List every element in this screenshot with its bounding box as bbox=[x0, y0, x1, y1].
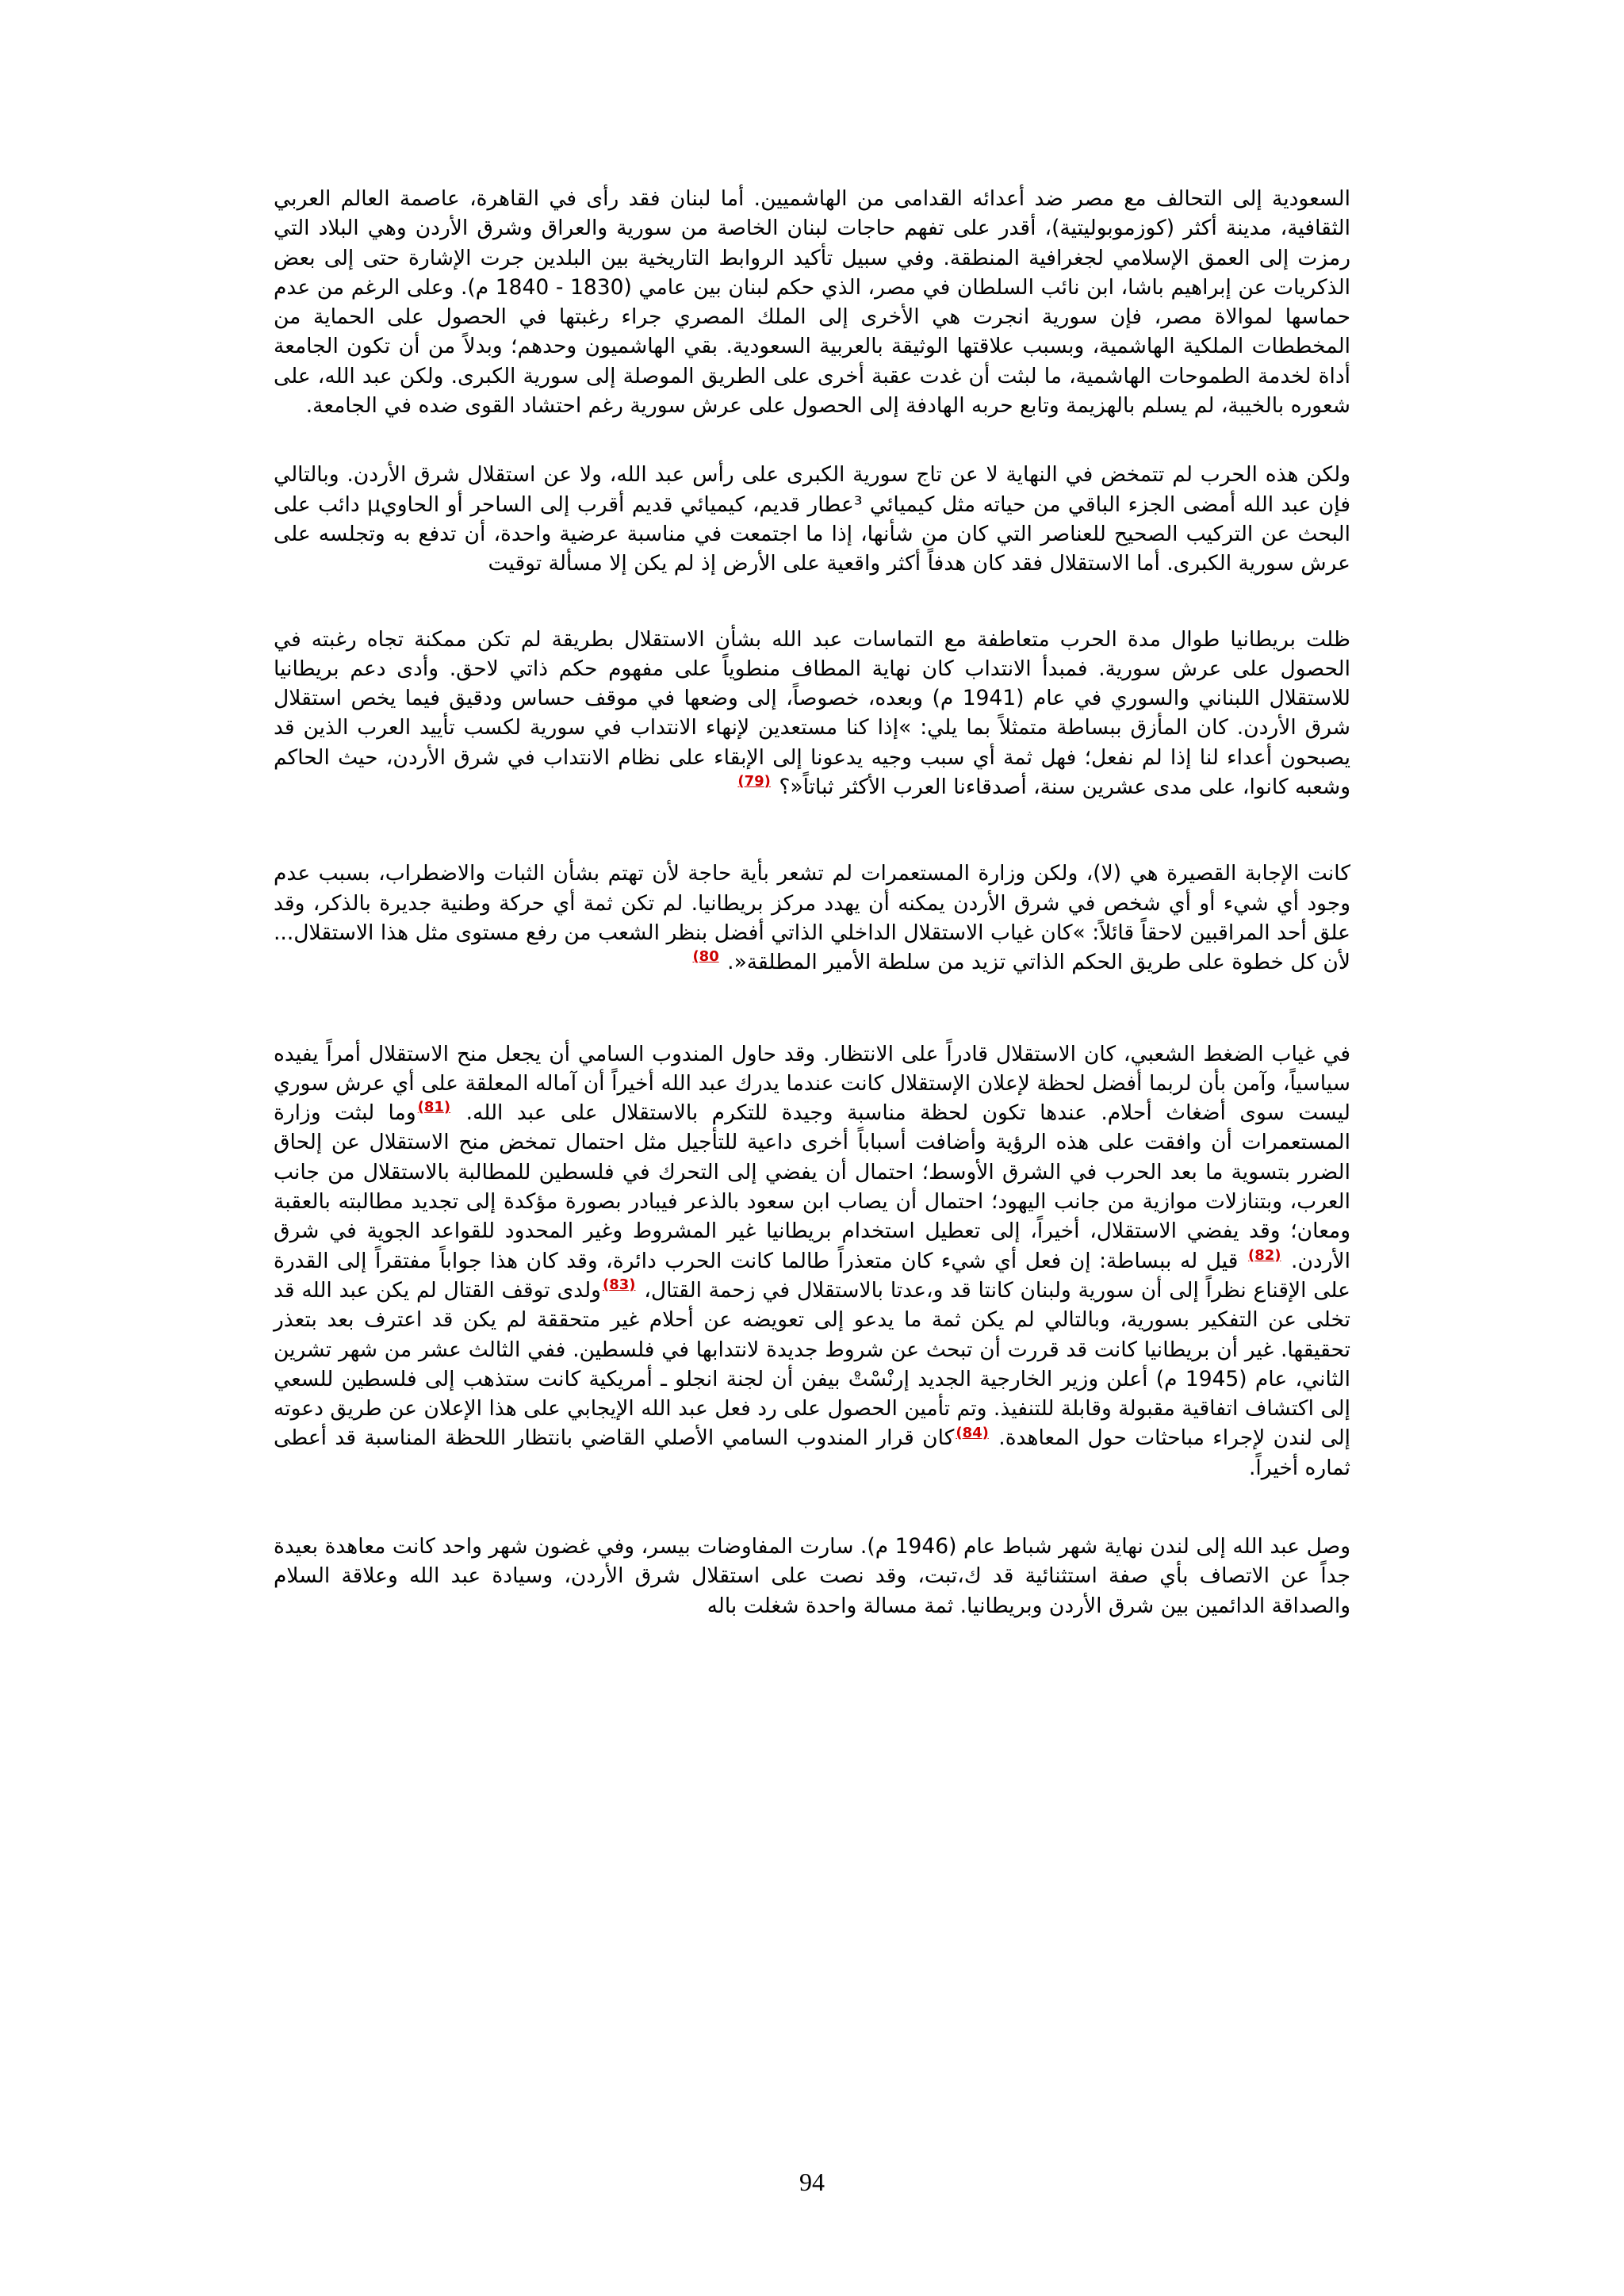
paragraph-text: وصل عبد الله إلى لندن نهاية شهر شباط عام (1946 م). سارت المفاوضات بيسر، وفي غضون شهر واحد كانت معاهدة بعيدة جداً عن الاتصاف بأي صفة استثنائية قد ك،تبت، وقد نصت على استقلال شرق الأردن، وسيادة عبد الله وعلاقة السلام والصداقة الدائمين بين شرق الأردن وبريطانيا. ثمة مسالة واحدة شغلت باله bbox=[274, 1533, 1350, 1618]
text-column bbox=[274, 184, 1350, 1621]
footnote-link[interactable]: (84) bbox=[956, 1424, 989, 1441]
paragraph-text: وما لبثت وزارة المستعمرات أن وافقت على هذه الرؤية وأضافت أسباباً أخرى داعية للتأجيل مثل احتمال تمخض منح الاستقلال عن إلحاق الضرر بتسوية ما بعد الحرب في الشرق الأوسط؛ احتمال أن يفضي إلى التحرك في فلسطين للمطالبة بالاستقلال من جانب العرب، وبتنازلات موازية من جانب اليهود؛ احتمال أن يصاب ابن سعود بالذعر فيبادر بصورة مؤكدة إلى تجديد مطالبته بالعقبة ومعان؛ وقد يفضي الاستقلال، أخيراً، إلى تعطيل استخدام بريطانيا غير المشروط وغير المحدود للقواعد الجوية في شرق الأردن. bbox=[274, 1100, 1350, 1273]
paragraph-text: كانت الإجابة القصيرة هي (لا)، ولكن وزارة المستعمرات لم تشعر بأية حاجة لأن تهتم بشأن الثبات والاضطراب، بسبب عدم وجود أي شيء أو أي شخص في شرق الأردن يمكنه أن يهدد مركز بريطانيا. لم تكن ثمة أي حركة وطنية جديرة بالذكر، وقد علق أحد المراقبين لاحقاً قائلاً: »كان غياب الاستقلال الداخلي الذاتي أفضل بنظر الشعب من رفع مستوى مثل هذا الاستقلال... لأن كل خطوة على طريق الحكم الذاتي تزيد من سلطة الأمير المطلقة«. bbox=[274, 861, 1350, 975]
paragraph bbox=[274, 1532, 1350, 1621]
footnote-link[interactable]: (83) bbox=[602, 1276, 636, 1294]
footnote-link[interactable]: (82) bbox=[1247, 1246, 1281, 1264]
paragraph bbox=[274, 859, 1350, 977]
paragraph-text: ولكن هذه الحرب لم تتمخض في النهاية لا عن تاج سورية الكبرى على رأس عبد الله، ولا عن استقلال شرق الأردن. وبالتالي فإن عبد الله أمضى الجزء الباقي من حياته مثل كيميائي ³عطار قديم، كيميائي قديم أقرب إلى الساحر أو الحاويµ دائب على البحث عن التركيب الصحيح للعناصر التي كان من شأنها، إذا ما اجتمعت في مناسبة عرضية واحدة، أن تدفع به وتجلسه على عرش سورية الكبرى. أما الاستقلال فقد كان هدفاً أكثر واقعية على الأرض إذ لم يكن إلا مسألة توقيت bbox=[274, 462, 1350, 576]
paragraph bbox=[274, 1039, 1350, 1483]
paragraph-text: كان قرار المندوب السامي الأصلي القاضي بانتظار اللحظة المناسبة قد أعطى ثماره أخيراً. bbox=[274, 1425, 1350, 1480]
paragraph-text: ظلت بريطانيا طوال مدة الحرب متعاطفة مع التماسات عبد الله بشأن الاستقلال بطريقة لم تكن ممكنة تجاه رغبته في الحصول على عرش سورية. فمبدأ الانتداب كان نهاية المطاف منطوياً على مفهوم حكم ذاتي لاحق. وأدى دعم بريطانيا للاستقلال اللبناني والسوري في عام (1941 م) وبعده، خصوصاً، إلى وضعها في موقف حساس ودقيق فيما يخص استقلال شرق الأردن. كان المأزق ببساطة متمثلاً بما يلي: »إذا كنا مستعدين لإنهاء الانتداب في سورية لكسب تأييد العرب الذين قد يصبحون أعداء لنا إذا لم نفعل؛ فهل ثمة أي سبب وجيه يدعونا إلى الإبقاء على نظام الانتداب في شرق الأردن، حيث الحاكم وشعبه كانوا، على مدى عشرين سنة، أصدقاءنا العرب الأكثر ثباتاً«؟ bbox=[274, 626, 1350, 800]
page-number: 94 bbox=[799, 2168, 825, 2196]
paragraph-text: السعودية إلى التحالف مع مصر ضد أعدائه القدامى من الهاشميين. أما لبنان فقد رأى في القاهرة، عاصمة العالم العربي الثقافية، مدينة أكثر (كوزموبوليتية)، أقدر على تفهم حاجات لبنان الخاصة من سورية والعراق وشرق الأردن وهي البلاد التي رمزت إلى العمق الإسلامي لجغرافية المنطقة. وفي سبيل تأكيد الروابط التاريخية بين البلدين جرت الإشارة حتى إلى بعض الذكريات عن إبراهيم باشا، ابن نائب السلطان في مصر، الذي حكم لبنان بين عامي (1830 - 1840 م). وعلى الرغم من عدم حماسها لموالاة مصر، فإن سورية انجرت هي الأخرى إلى الملك المصري جراء رغبتها في الحصول على الحماية من المخططات الملكية الهاشمية، وبسبب علاقتها الوثيقة بالعربية السعودية. بقي الهاشميون وحدهم؛ وبدلاً من أن تكون الجامعة أداة لخدمة الطموحات الهاشمية، ما لبثت أن غدت عقبة أخرى على الطريق الموصلة إلى سورية الكبرى. ولكن عبد الله، على شعوره بالخيبة، لم يسلم بالهزيمة وتابع حربه الهادفة إلى الحصول على عرش سورية رغم احتشاد القوى ضده في الجامعة. bbox=[274, 186, 1351, 419]
footnote-link[interactable]: 80) bbox=[692, 948, 719, 966]
paragraph bbox=[274, 625, 1350, 802]
paragraph bbox=[274, 460, 1350, 578]
footnote-link[interactable]: (81) bbox=[417, 1099, 451, 1116]
paragraph-text: في غياب الضغط الشعبي، كان الاستقلال قادراً على الانتظار. وقد حاول المندوب السامي أن يجعل منح الاستقلال أمراً يفيده سياسياً، وآمن بأن لربما أفضل لحظة لإعلان الإستقلال كانت عندما يدرك عبد الله أخيراً أن آماله المعلقة على أي عرش سوري ليست سوى أضغاث أحلام. عندها تكون لحظة مناسبة وجيدة للتكرم بالاستقلال على عبد الله. bbox=[274, 1041, 1351, 1126]
paragraph-text: قيل له ببساطة: إن فعل أي شيء كان متعذراً طالما كانت الحرب دائرة، وقد كان هذا جواباً مفتقراً إلى القدرة على الإقناع نظراً إلى أن سورية ولبنان كانتا قد و،عدتا بالاستقلال في زحمة القتال، bbox=[274, 1248, 1350, 1303]
footnote-link[interactable]: (79) bbox=[737, 773, 771, 790]
paragraph-text: ولدى توقف القتال لم يكن عبد الله قد تخلى عن التفكير بسورية، وبالتالي لم يكن ثمة ما يدعو إلى تعويضه عن أحلام غير متحققة لم يكن قد اعترف بعد بتعذر تحقيقها. غير أن بريطانيا كانت قد قررت أن تبحث عن شروط جديدة لانتدابها في فلسطين. ففي الثالث عشر من شهر تشرين الثاني، عام (1945 م) أعلن وزير الخارجية الجديد إرنْسْتْ بيفن أن لجنة انجلو ـ أمريكية كانت ستذهب إلى فلسطين للسعي إلى اكتشاف اتفاقية مقبولة وقابلة للتنفيذ. وتم تأمين الحصول على رد فعل عبد الله الإيجابي على هذا الإعلان عن طريق دعوته إلى لندن لإجراء مباحثات حول المعاهدة. bbox=[274, 1277, 1351, 1451]
paragraph bbox=[274, 184, 1350, 420]
